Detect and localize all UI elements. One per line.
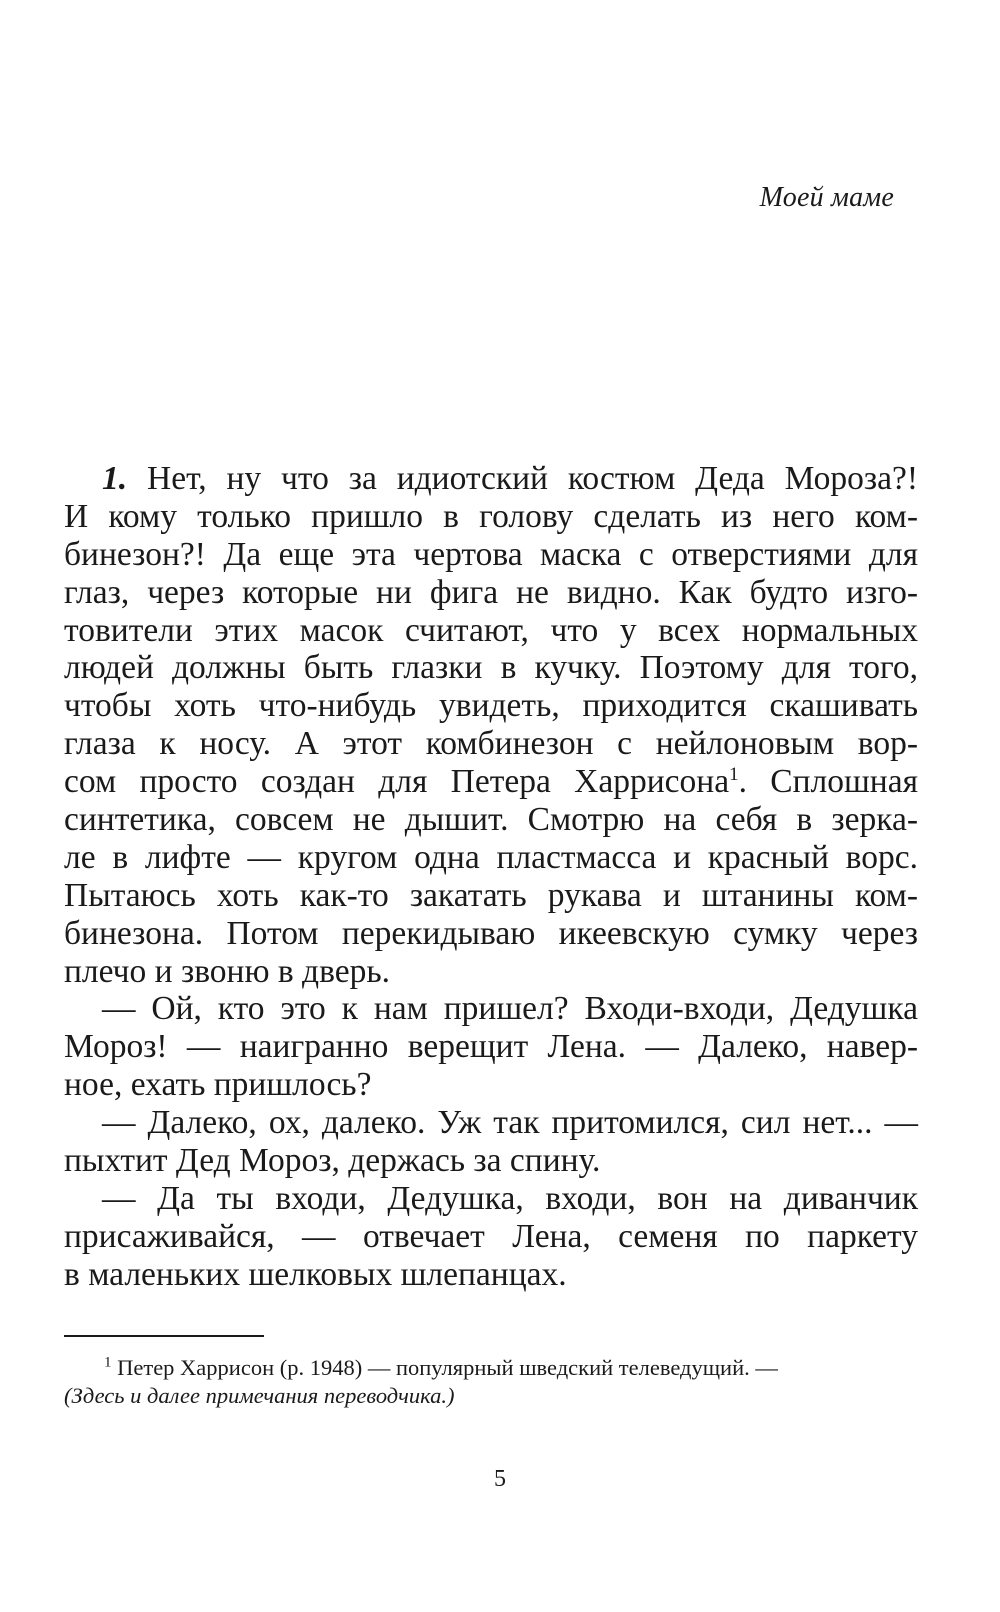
text-line: плечо и звоню в дверь. [64, 952, 390, 990]
text-line: — Далеко, ох, далеко. Уж так притомился, сил нет... — [102, 1104, 918, 1142]
text-line: сом просто создан для Петера Харрисона$^1$. Сплошная [64, 763, 918, 801]
footnote-reference[interactable]: 1 [729, 763, 739, 785]
text-line: бинезона. Потом перекидываю икеевскую сумку через [64, 914, 918, 952]
paragraph [64, 460, 918, 990]
text-line: чтобы хоть что-нибудь увидеть, приходится скашивать [64, 687, 918, 725]
text-line: ное, ехать пришлось? [64, 1066, 372, 1104]
text-line: Мороз! — наигранно верещит Лена. — Далеко, навер- [64, 1028, 918, 1066]
text-line: глаза к носу. А этот комбинезон с нейлоновым вор- [64, 725, 918, 763]
text-line: — Да ты входи, Дедушка, входи, вон на диванчик [102, 1179, 918, 1217]
footnote-marker: 1 [104, 1354, 112, 1371]
text-line: синтетика, совсем не дышит. Смотрю на себя в зерка- [64, 801, 918, 839]
page-number: 5 [494, 1466, 506, 1492]
text-line: товители этих масок считают, что у всех нормальных [64, 611, 918, 649]
text-line: ле в лифте — кругом одна пластмасса и красный ворс. [64, 838, 918, 876]
paragraph [64, 990, 918, 1104]
dedication: Моей маме [759, 182, 894, 213]
text-line: Пытаюсь хоть как-то закатать рукава и штанины ком- [64, 876, 918, 914]
chapter-number: 1. [102, 460, 128, 497]
text-line: пыхтит Дед Мороз, держась за спину. [64, 1142, 601, 1180]
paragraph [64, 1104, 918, 1180]
footnote [64, 1354, 918, 1410]
footnote-divider [64, 1335, 264, 1337]
text-line: присаживайся, — отвечает Лена, семеня по паркету [64, 1217, 918, 1255]
text-line: — Ой, кто это к нам пришел? Входи-входи, Дедушка [102, 990, 918, 1028]
text-line: в маленьких шелковых шлепанцах. [64, 1255, 567, 1293]
body-text [64, 460, 918, 1294]
text-line: бинезон?! Да еще эта чертова маска с отверстиями для [64, 535, 918, 573]
footnote-line: $^1$ Петер Харрисон (р. 1948) — популярный шведский телеведущий. — [104, 1354, 778, 1380]
text-line: людей должны быть глазки в кучку. Поэтому для того, [64, 649, 918, 687]
footnote-translator-note: (Здесь и далее примечания переводчика.) [64, 1383, 455, 1408]
text-line: глаз, через которые ни фига не видно. Как будто изго- [64, 573, 918, 611]
text-line: 1. Нет, ну что за идиотский костюм Деда Мороза?! [102, 460, 918, 497]
paragraph [64, 1180, 918, 1294]
text-line: И кому только пришло в голову сделать из него ком- [64, 497, 918, 535]
